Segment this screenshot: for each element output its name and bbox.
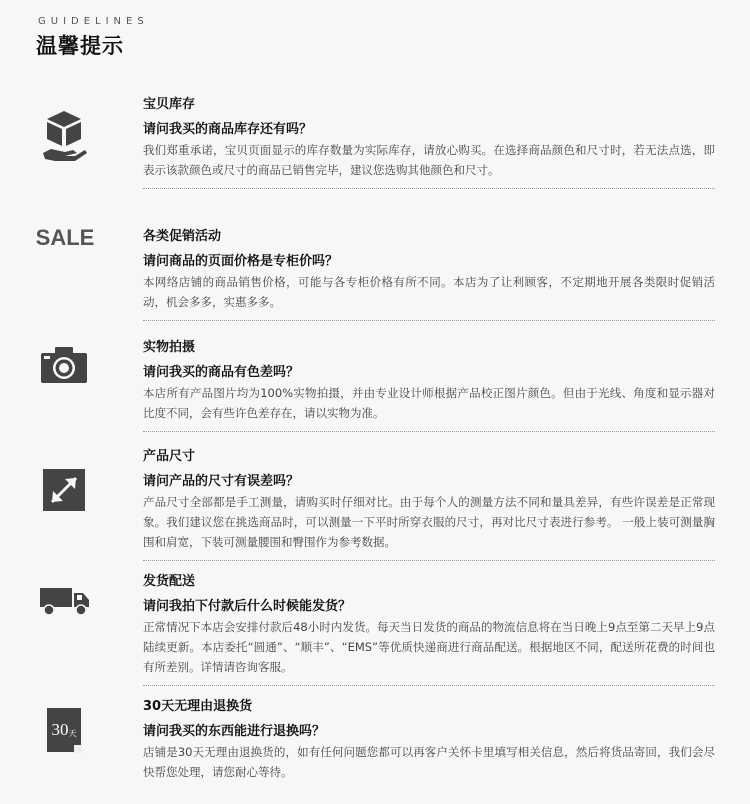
sale-icon [34, 208, 96, 268]
section-question: 请问我买的商品库存还有吗？ [143, 122, 313, 137]
dotted-divider [143, 560, 715, 561]
section-question: 请问我买的东西能进行退换吗？ [143, 724, 326, 739]
section-body: 本店所有产品图片均为100%实物拍摄，并由专业设计师根据产品校正图片颜色。但由于光线、角度和显示器对比度不同，会有些许色差存在，请以实物为准。 [143, 386, 715, 420]
section-body: 正常情况下本店会安排付款后48小时内发货。每天当日发货的商品的物流信息将在当日晚上9点至第二天早上9点陆续更新。本店委托“圆通”、“顺丰”、“EMS”等优质快递商进行商品配送。根据地区不同，配送所花费的时间也有所差别。详情请咨询客服。 [143, 620, 715, 674]
section-title: 发货配送 [143, 574, 196, 589]
calendar-page-fold [74, 745, 82, 753]
resize-arrow-icon [34, 460, 94, 520]
section-title: 各类促销活动 [143, 229, 222, 244]
section-body: 产品尺寸全部都是手工测量，请购买时仔细对比。由于每个人的测量方法不同和量具差异，有些许误差是正常现象。我们建议您在挑选商品时，可以测量一下平时所穿衣服的尺寸，再对比尺寸表进行参考。 一般上装可测量胸围和肩宽，下装可测量腰围和臀围作为参考数据。 [143, 495, 715, 549]
section-question: 请问我拍下付款后什么时候能发货？ [143, 599, 352, 614]
page-title: 温馨提示 [36, 34, 124, 58]
section-body: 本网络店铺的商品销售价格，可能与各专柜价格有所不同。本店为了让利顾客，不定期地开展各类限时促销活动，机会多多，实惠多多。 [143, 275, 715, 309]
section-title: 30天无理由退换货 [143, 699, 253, 714]
box-in-hand-icon [34, 106, 94, 166]
section-body: 店铺是30天无理由退换货的，如有任何问题您都可以再客户关怀卡里填写相关信息，然后将货品寄回，我们会尽快帮您处理，请您耐心等待。 [143, 745, 715, 779]
section-title: 产品尺寸 [143, 449, 196, 464]
section-question: 请问商品的页面价格是专柜价吗？ [143, 254, 339, 269]
section-title: 宝贝库存 [143, 97, 196, 112]
dotted-divider [143, 188, 715, 189]
sale-icon-text: SALE [35, 225, 95, 250]
section-question: 请问我买的商品有色差吗？ [143, 365, 300, 380]
camera-icon [34, 335, 94, 395]
delivery-truck-icon [34, 571, 96, 631]
calendar-30-icon [34, 700, 94, 760]
calendar-day-number: 30 [51, 720, 69, 739]
dotted-divider [143, 685, 715, 686]
calendar-30-icon-body [47, 708, 81, 752]
header-subtitle: GUIDELINES [38, 16, 149, 27]
section-question: 请问产品的尺寸有误差吗？ [143, 474, 300, 489]
section-body: 我们郑重承诺，宝贝页面显示的库存数量为实际库存，请放心购买。在选择商品颜色和尺寸时，若无法点选，即表示该款颜色或尺寸的商品已销售完毕，建议您选购其他颜色和尺寸。 [143, 143, 715, 177]
dotted-divider [143, 431, 715, 432]
calendar-day-unit: 天 [68, 728, 77, 738]
dotted-divider [143, 320, 715, 321]
section-title: 实物拍摄 [143, 340, 196, 355]
